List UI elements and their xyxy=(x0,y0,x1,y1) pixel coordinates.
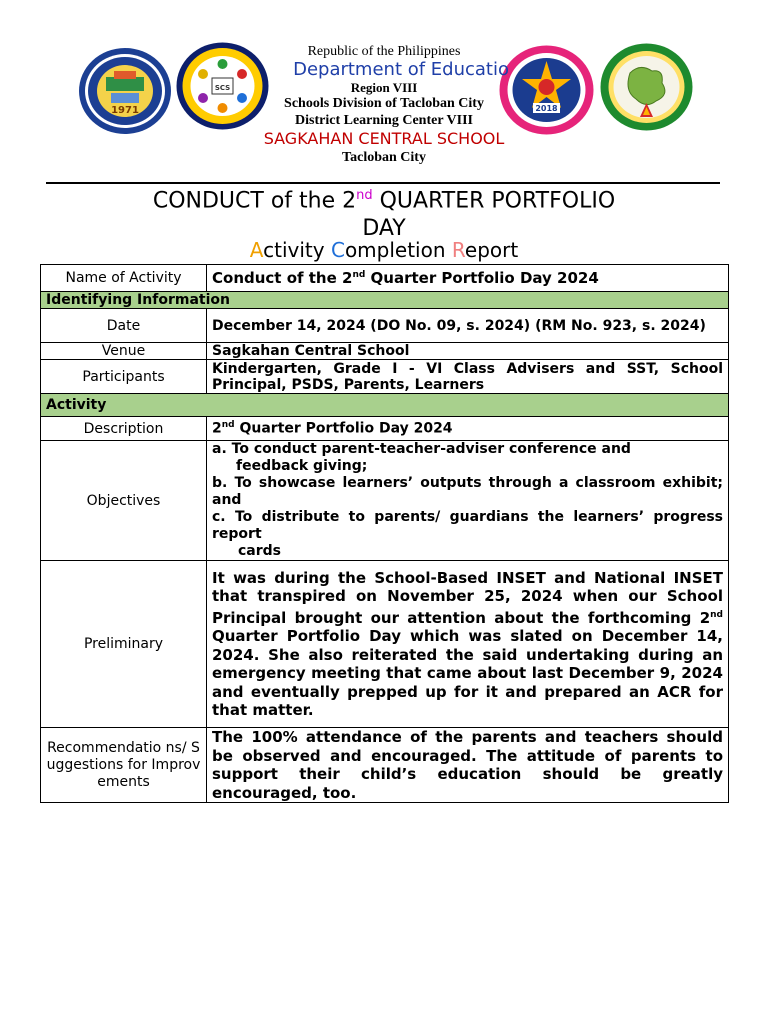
objectives-value xyxy=(207,441,729,561)
preliminary-label: Preliminary xyxy=(41,561,207,728)
division-text: Schools Division of Tacloban City xyxy=(284,96,484,111)
participants-value: Kindergarten, Grade I - VI Class Advisers and SST, School Principal, PSDS, Parents, Learners xyxy=(207,360,729,394)
subtitle-part: ctivity xyxy=(263,238,331,262)
table-row xyxy=(41,561,729,728)
svg-text:SCS: SCS xyxy=(214,84,231,92)
value-part: Conduct of the 2 xyxy=(212,269,353,287)
activity-report-table xyxy=(40,264,729,803)
report-title xyxy=(0,182,768,243)
objective-item: a. To conduct parent-teacher-adviser conference and xyxy=(212,441,631,457)
table-row xyxy=(41,728,729,803)
date-label: Date xyxy=(41,309,207,343)
table-row xyxy=(41,441,729,561)
district-text: District Learning Center VIII xyxy=(295,113,473,128)
report-subtitle xyxy=(0,238,768,262)
table-row xyxy=(41,292,729,309)
republic-text: Republic of the Philippines xyxy=(307,44,461,59)
participants-label: Participants xyxy=(41,360,207,394)
objectives-label: Objectives xyxy=(41,441,207,561)
table-row xyxy=(41,360,729,394)
value-part: Quarter Portfolio Day 2024 xyxy=(365,269,599,287)
description-label: Description xyxy=(41,417,207,441)
department-label: Department of Educatio xyxy=(293,59,509,80)
subtitle-letter-c: C xyxy=(330,238,345,262)
recommendations-value: The 100% attendance of the parents and teachers should be observed and encouraged. The attitude of parents to support their child’s education should be greatly encouraged, too. xyxy=(207,728,729,803)
title-part: CONDUCT of the 2 xyxy=(152,188,357,214)
preliminary-value xyxy=(207,561,729,728)
name-of-activity-label: Name of Activity xyxy=(41,265,207,292)
subtitle-letter-r: R xyxy=(451,238,465,262)
name-of-activity-value xyxy=(207,265,729,292)
section-activity: Activity xyxy=(41,394,729,417)
svg-text:2018: 2018 xyxy=(535,104,558,113)
table-row xyxy=(41,417,729,441)
description-value xyxy=(207,417,729,441)
value-sup: nd xyxy=(352,270,366,280)
objective-item: c. To distribute to parents/ guardians the learners’ progress report xyxy=(212,509,723,542)
date-value: December 14, 2024 (DO No. 09, s. 2024) (RM No. 923, s. 2024) xyxy=(207,309,729,343)
value-sup: nd xyxy=(710,609,723,620)
subtitle-letter-a: A xyxy=(249,238,264,262)
svg-text:1971: 1971 xyxy=(111,105,139,116)
objective-item: feedback giving; xyxy=(236,458,368,474)
objective-item: cards xyxy=(238,543,282,559)
table-row xyxy=(41,343,729,360)
value-part: It was during the School-Based INSET and National INSET that transpired on November 25, 2024 when our School Principal brought our attention about the forthcoming 2 xyxy=(212,568,723,627)
table-row xyxy=(41,265,729,292)
title-part: QUARTER PORTFOLIO xyxy=(372,188,616,214)
title-sup: nd xyxy=(356,188,373,203)
table-row xyxy=(41,309,729,343)
value-sup: nd xyxy=(221,420,235,431)
table-row xyxy=(41,394,729,417)
value-part: Quarter Portfolio Day 2024 xyxy=(234,420,453,437)
recommendations-label: Recommendatio ns/ Suggestions for Improvements xyxy=(41,728,207,803)
value-part: Quarter Portfolio Day which was slated on December 14, 2024. She also reiterated the said undertaking during an emergency meeting that came about last December 9, 2024 and eventually prepped up for it and prepared an ACR for that matter. xyxy=(212,627,723,719)
section-identifying-information: Identifying Information xyxy=(41,292,729,309)
title-line2: DAY xyxy=(362,216,406,242)
city-text: Tacloban City xyxy=(342,150,426,165)
venue-value: Sagkahan Central School xyxy=(207,343,729,360)
objective-item: b. To showcase learners’ outputs through a classroom exhibit; and xyxy=(212,475,723,508)
value-part: 2 xyxy=(212,420,222,437)
venue-label: Venue xyxy=(41,343,207,360)
subtitle-part: ompletion xyxy=(344,238,452,262)
school-name: SAGKAHAN CENTRAL SCHOOL xyxy=(263,129,505,148)
subtitle-part: eport xyxy=(464,238,519,262)
region-text: Region VIII xyxy=(350,80,418,95)
